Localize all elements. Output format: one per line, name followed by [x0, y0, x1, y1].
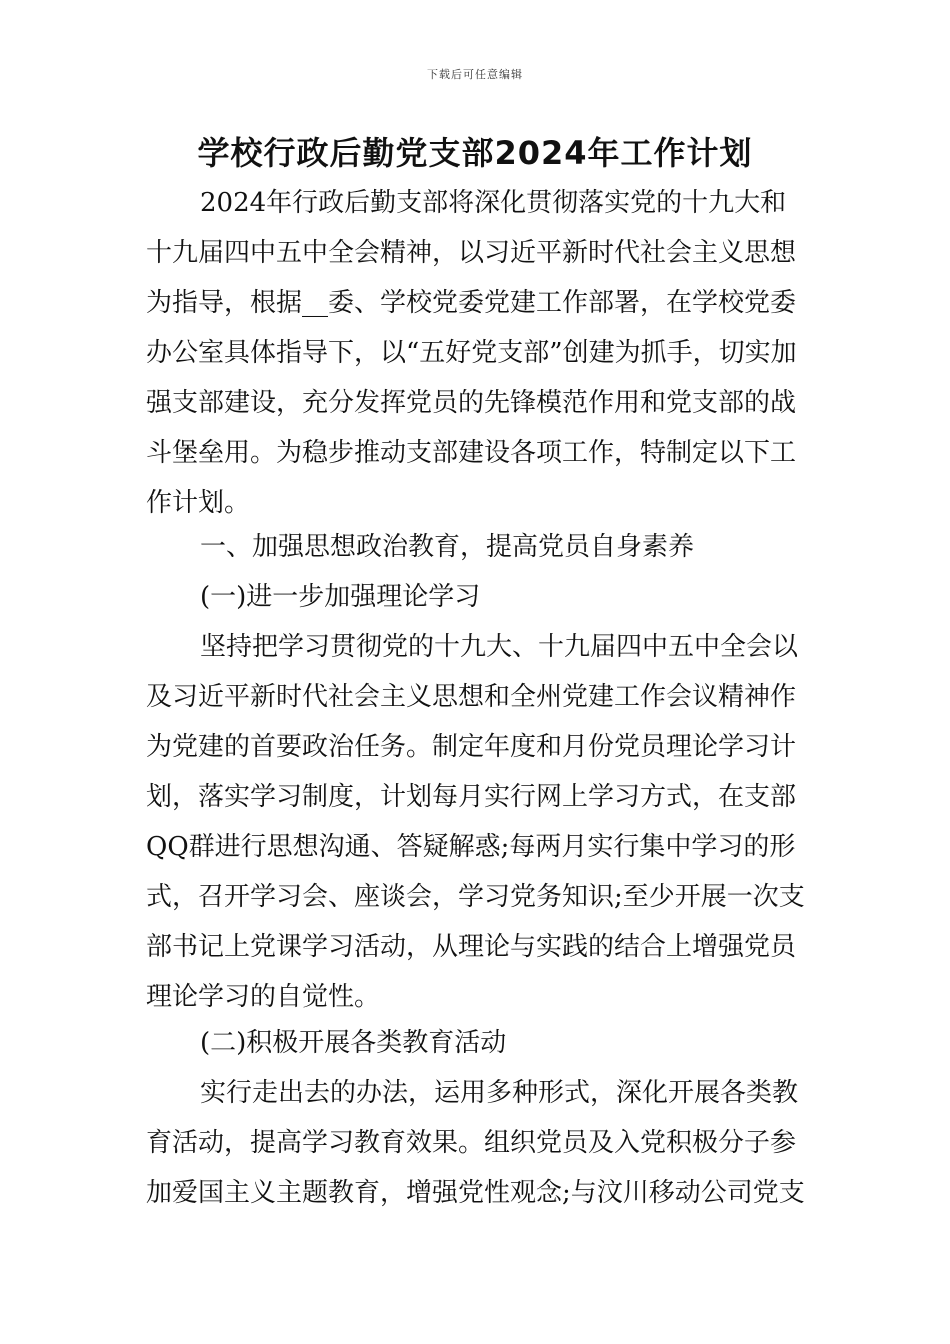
- subsection-heading-1: (一)进一步加强理论学习: [200, 582, 481, 612]
- subsection-2-paragraph: 实行走出去的办法，运用多种形式，深化开展各类教育活动，提高学习教育效果。组织党员及入党积极分子参加爱国主义主题教育，增强党性观念;与汶川移动公司党支: [146, 1078, 805, 1208]
- intro-paragraph: 2024年行政后勤支部将深化贯彻落实党的十九大和十九届四中五中全会精神，以习近平新时代社会主义思想为指导，根据__委、学校党委党建工作部署，在学校党委办公室具体指导下，以“五好党支部”创建为抓手，切实加强支部建设，充分发挥党员的先锋模范作用和党支部的战斗堡垒用。为稳步推动支部建设各项工作，特制定以下工作计划。: [146, 188, 797, 518]
- section-heading-1: 一、加强思想政治教育，提高党员自身素养: [200, 532, 695, 562]
- subsection-heading-2: (二)积极开展各类教育活动: [200, 1028, 507, 1058]
- header-note: 下载后可任意编辑: [427, 68, 523, 81]
- subsection-1-paragraph: 坚持把学习贯彻党的十九大、十九届四中五中全会以及习近平新时代社会主义思想和全州党建工作会议精神作为党建的首要政治任务。制定年度和月份党员理论学习计划，落实学习制度，计划每月实行网上学习方式，在支部QQ群进行思想沟通、答疑解惑;每两月实行集中学习的形式，召开学习会、座谈会，学习党务知识;至少开展一次支部书记上党课学习活动，从理论与实践的结合上增强党员理论学习的自觉性。: [146, 632, 805, 1012]
- document-title: 学校行政后勤党支部2024年工作计划: [197, 134, 753, 172]
